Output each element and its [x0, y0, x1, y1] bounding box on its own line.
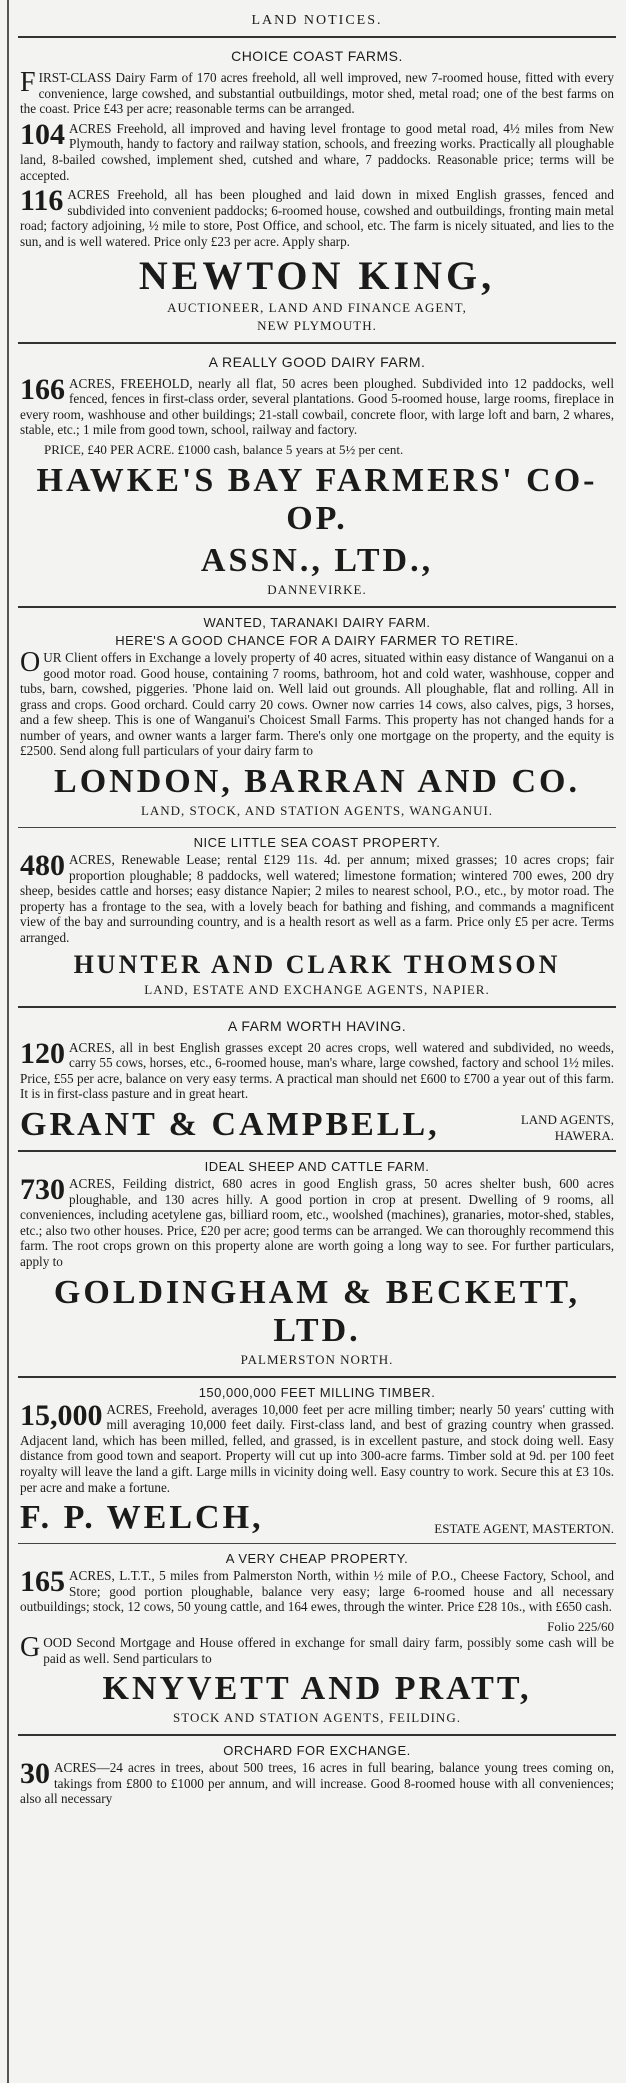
acreage: 165	[20, 1565, 65, 1599]
agent-role: AUCTIONEER, LAND AND FINANCE AGENT,	[167, 299, 467, 315]
ad-paragraph	[20, 1565, 614, 1615]
agent-name: GRANT & CAMPBELL,	[20, 1106, 440, 1143]
agent-name: LONDON, BARRAN AND CO.	[54, 763, 580, 801]
agent-role: STOCK AND STATION AGENTS, FEILDING.	[173, 1710, 461, 1726]
agent-row	[20, 1499, 614, 1537]
ad-paragraph	[20, 1631, 614, 1666]
divider	[18, 1543, 616, 1544]
divider	[18, 36, 616, 38]
ad-text: ACRES, Renewable Lease; rental £129 11s. 4d. per annum; mixed grasses; 10 acres crops; fair proportion ploughable; 8 paddocks, well watered; limestone formation; wintered 700 ewes, 200 dry sheep, besides cattle and horses; easy distance Napier; 2 miles to nearest school, P.O., etc., by motor road. The property has a frontage to the sea, with a lovely beach for bathing and fishing, and commands a magnificent view of the bay and surrounding country, and is a health resort as well as a farm. Price only £5 per acre. Terms arranged.	[20, 852, 614, 946]
divider	[18, 342, 616, 344]
acreage: 480	[20, 849, 65, 883]
ad-paragraph	[20, 372, 614, 438]
ad-milling-timber	[18, 1380, 616, 1542]
ad-paragraph	[20, 1036, 614, 1102]
acreage: 104	[20, 117, 65, 151]
drop-cap: G	[20, 1631, 41, 1663]
ad-subtitle: HERE'S A GOOD CHANCE FOR A DAIRY FARMER TO RETIRE.	[115, 632, 519, 648]
ad-good-dairy-farm	[18, 346, 616, 604]
ad-text: ACRES Freehold, all improved and having level frontage to good metal road, 4½ miles from New Plymouth, handy to factory and railway station, schools, and freezing works. Practically all ploughable land, 8-bailed cowshed, implement shed, cutshed and whare, 7 paddocks. Reasonable price; terms will be accepted.	[20, 120, 614, 183]
ad-title: 150,000,000 FEET MILLING TIMBER.	[198, 1384, 436, 1400]
drop-cap: F	[20, 67, 36, 98]
agent-location: HAWERA.	[554, 1128, 614, 1143]
ad-text: ACRES, Freehold, averages 10,000 feet per acre milling timber; nearly 50 years' cutting with mill averaging 10,000 feet daily. First-class land, and best of grazing country when grassed. Adjacent land, which has been milled, felled, and grassed, is in excellent pasture, and stock doing well. Easy distance from good town and seaport. Property will cut up into 300-acre farms. Timber sold at 9d. per 100 feet royalty will leave the land a gift. Large mills in vicinity doing well. Easy country to work. Secure this at £3 10s. per acre and make a fortune.	[20, 1401, 614, 1495]
ad-taranaki-dairy-farm	[18, 610, 616, 825]
ad-text: IRST-CLASS Dairy Farm of 170 acres freehold, all well improved, new 7-roomed house, fitted with every convenience, large cowshed, and substantial outbuildings, motor shed, metal road; one of the best farms on the coast. Price £43 per acre; reasonable terms can be arranged.	[20, 70, 614, 117]
newspaper-column	[18, 0, 616, 2083]
acreage: 120	[20, 1036, 65, 1070]
ad-title: A REALLY GOOD DAIRY FARM.	[208, 353, 426, 370]
agent-name: HUNTER AND CLARK THOMSON	[73, 949, 561, 979]
ad-sheep-cattle-farm	[18, 1154, 616, 1374]
agent-name: F. P. WELCH,	[20, 1499, 264, 1537]
agent-role: ESTATE AGENT, MASTERTON.	[434, 1521, 614, 1537]
agent-role: LAND, STOCK, AND STATION AGENTS, WANGANUI.	[140, 803, 494, 819]
ad-text: UR Client offers in Exchange a lovely property of 40 acres, situated within easy distance of Wanganui on a good motor road. Good house, containing 7 rooms, bathroom, hot and cold water, washhouse, copper and tubs, barn, cowshed, piggeries. 'Phone laid on. Well laid out grounds. All ploughable, flat and rolling. All in grass and crops. Good orchard. Could carry 20 cows. Owner now carries 14 cows, also calves, pigs, 3 horses, and a few sheep. This is one of Wanganui's Choicest Small Farms. This property has not changed hands for a number of years, and owner wants a larger farm. There's only one mortgage on the property, and the equity is £2500. Send along full particulars of your dairy farm to	[20, 649, 614, 759]
ad-title: ORCHARD FOR EXCHANGE.	[223, 1743, 411, 1759]
agent-location: NEW PLYMOUTH.	[257, 317, 377, 333]
agent-role: LAND, ESTATE AND EXCHANGE AGENTS, NAPIER.	[144, 981, 490, 997]
ad-title: WANTED, TARANAKI DAIRY FARM.	[203, 614, 431, 630]
ad-title: CHOICE COAST FARMS.	[231, 48, 403, 64]
acreage: 30	[20, 1757, 50, 1791]
ad-paragraph	[20, 1757, 614, 1807]
ad-title: A VERY CHEAP PROPERTY.	[225, 1551, 409, 1567]
ad-text: ACRES, Feilding district, 680 acres in good English grass, 50 acres shelter bush, 600 acres ploughable, and 130 acres hilly. A good portion in crop at present. Dwelling of 9 rooms, all conveniences, including acetylene gas, billiard room, etc., woolshed (machines), granaries, motor-shed, stables, etc.; also two other houses. Price, £20 per acre; good terms can be arranged. We can thoroughly recommend this farm. The root crops grown on this property alone are worth going a long way to see. For further particulars, apply to	[20, 1176, 614, 1269]
divider	[18, 1006, 616, 1008]
ad-sea-coast-property	[18, 830, 616, 1004]
agent-name: HAWKE'S BAY FARMERS' CO-OP.	[36, 461, 598, 537]
agent-name: KNYVETT AND PRATT,	[102, 1670, 532, 1708]
divider	[18, 1734, 616, 1736]
acreage: 116	[20, 184, 64, 218]
column-left-rule	[7, 0, 9, 2083]
divider	[18, 1376, 616, 1378]
ad-price: PRICE, £40 PER ACRE. £1000 cash, balance 5 years at 5½ per cent.	[44, 441, 404, 457]
ad-paragraph	[20, 646, 614, 759]
acreage: 15,000	[20, 1398, 103, 1432]
ad-paragraph	[20, 67, 614, 117]
acreage: 166	[20, 372, 65, 406]
drop-cap: O	[20, 646, 41, 678]
ad-paragraph	[20, 117, 614, 183]
divider	[18, 606, 616, 608]
ad-paragraph	[20, 849, 614, 946]
ad-paragraph	[20, 1398, 614, 1496]
ad-text: OOD Second Mortgage and House offered in exchange for small dairy farm, possibly some cash will be paid as well. Send particulars to	[43, 1634, 614, 1666]
divider	[18, 1150, 616, 1152]
ad-title: IDEAL SHEEP AND CATTLE FARM.	[204, 1159, 430, 1174]
ad-orchard-exchange	[18, 1738, 616, 1815]
ad-choice-coast-farms	[18, 40, 616, 340]
agent-name: NEWTON KING,	[138, 252, 496, 298]
agent-location: PALMERSTON NORTH.	[240, 1351, 394, 1367]
section-header: LAND NOTICES.	[251, 13, 383, 28]
ad-text: ACRES, L.T.T., 5 miles from Palmerston North, within ½ mile of P.O., Cheese Factory, School, and Store; good portion ploughable, balance very easy; large 6-roomed house and all necessary outbuildings; stock, 12 cows, 50 young cattle, and 164 ewes, through the winter. Price £28 10s., with £650 cash.	[20, 1568, 614, 1615]
ad-text: ACRES, all in best English grasses except 20 acres crops, well watered and subdivided, no weeds, carry 55 cows, horses, etc., 6-roomed house, man's whare, large cowshed, factory and school 1½ miles. Price, £55 per acre, balance on very easy terms. A practical man should net £600 to £700 a year out of this farm. It is in first-class pasture and in great heart.	[20, 1039, 614, 1102]
ad-cheap-property	[18, 1546, 616, 1732]
agent-role-line: LAND AGENTS,	[520, 1112, 614, 1127]
ad-paragraph	[20, 1173, 614, 1270]
agent-role	[521, 1112, 614, 1144]
ad-title: A FARM WORTH HAVING.	[227, 1017, 407, 1034]
agent-location: DANNEVIRKE.	[267, 581, 367, 597]
folio: Folio 225/60	[547, 1618, 614, 1634]
agent-name: GOLDINGHAM & BECKETT, LTD.	[53, 1273, 581, 1349]
ad-text: ACRES—24 acres in trees, about 500 trees, 16 acres in full bearing, balance young trees coming on, takings from £800 to £1000 per annum, and will increase. Good 8-roomed house with all conveniences; also all necessary	[20, 1760, 614, 1807]
ad-title: NICE LITTLE SEA COAST PROPERTY.	[193, 835, 441, 851]
agent-row	[20, 1106, 614, 1144]
ad-paragraph	[20, 184, 614, 249]
agent-name-line2: ASSN., LTD.,	[200, 541, 434, 579]
divider	[18, 827, 616, 828]
ad-text: ACRES Freehold, all has been ploughed and laid down in mixed English grasses, fenced and subdivided into convenient paddocks; 6-roomed house, cowshed and outbuildings, fronting main metal road; factory adjoining, ½ mile to store, Post Office, and school, etc. The farm is nicely situated, and lies to the sun, and is well watered. Price only £23 per acre. Apply sharp.	[20, 187, 614, 249]
ad-farm-worth-having	[18, 1010, 616, 1148]
acreage: 730	[20, 1173, 65, 1206]
ad-text: ACRES, FREEHOLD, nearly all flat, 50 acres been ploughed. Subdivided into 12 paddocks, well fenced, fences in first-class order, several plantations. Good 5-roomed house, large rooms, fireplace in every room, washhouse and other buildings; 21-stall cowbail, concrete floor, with large loft and barn, 2 whares, stable, etc.; 1 mile from good town, school, railway and factory.	[20, 375, 614, 438]
